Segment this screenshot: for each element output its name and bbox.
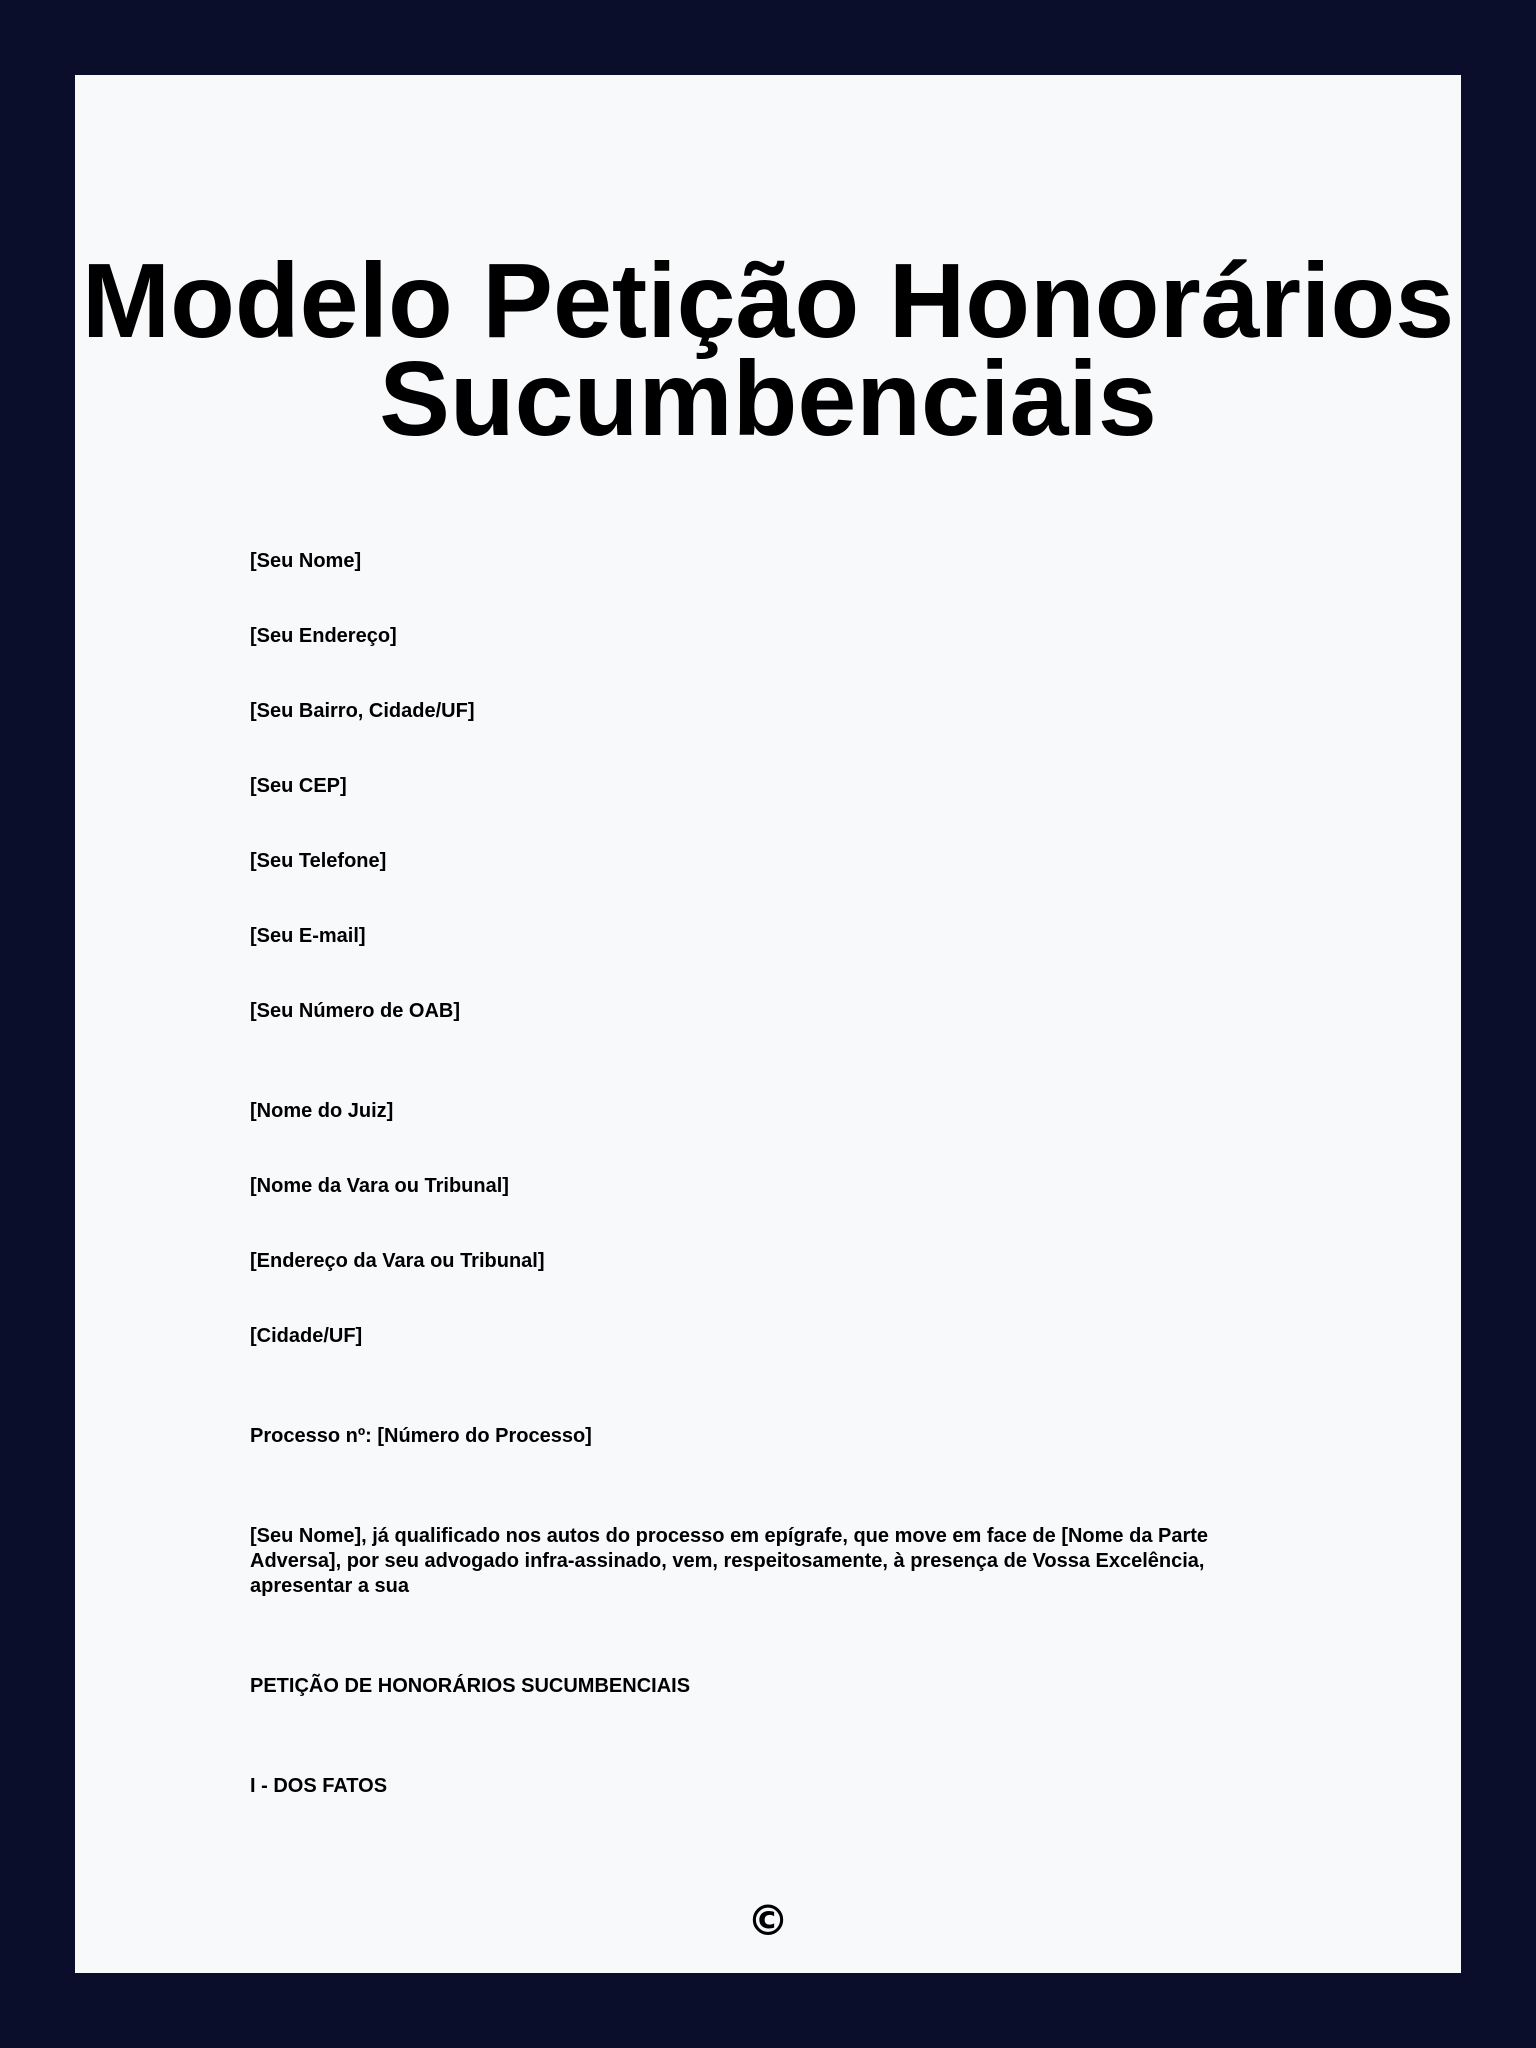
sender-email: [Seu E-mail]	[250, 925, 366, 947]
petition-heading: PETIÇÃO DE HONORÁRIOS SUCUMBENCIAIS	[250, 1675, 691, 1697]
recipient-city: [Cidade/UF]	[250, 1325, 363, 1347]
recipient-court: [Nome da Vara ou Tribunal]	[250, 1175, 509, 1197]
sender-name: [Seu Nome]	[250, 550, 362, 572]
document-title	[75, 242, 1461, 458]
copyright-icon: ©	[747, 1896, 789, 1945]
recipient-judge: [Nome do Juiz]	[250, 1100, 394, 1122]
title-line-1: Modelo Petição Honorários	[81, 242, 1455, 360]
section-heading-facts: I - DOS FATOS	[250, 1775, 388, 1797]
process-number: Processo nº: [Número do Processo]	[250, 1425, 592, 1447]
sender-district-city: [Seu Bairro, Cidade/UF]	[250, 700, 475, 722]
sender-phone: [Seu Telefone]	[250, 850, 387, 872]
sender-cep: [Seu CEP]	[250, 775, 347, 797]
sender-oab: [Seu Número de OAB]	[250, 1000, 461, 1022]
sender-address: [Seu Endereço]	[250, 625, 397, 647]
recipient-court-address: [Endereço da Vara ou Tribunal]	[250, 1250, 545, 1272]
document-page	[75, 75, 1461, 1973]
intro-paragraph: [Seu Nome], já qualificado nos autos do processo em epígrafe, que move em face de [Nome da Parte Adversa], por seu advogado infra-assinado, vem, respeitosamente, à presença de Vossa Excelência, apresentar a sua	[250, 1525, 1209, 1597]
title-line-2: Sucumbenciais	[379, 340, 1157, 458]
